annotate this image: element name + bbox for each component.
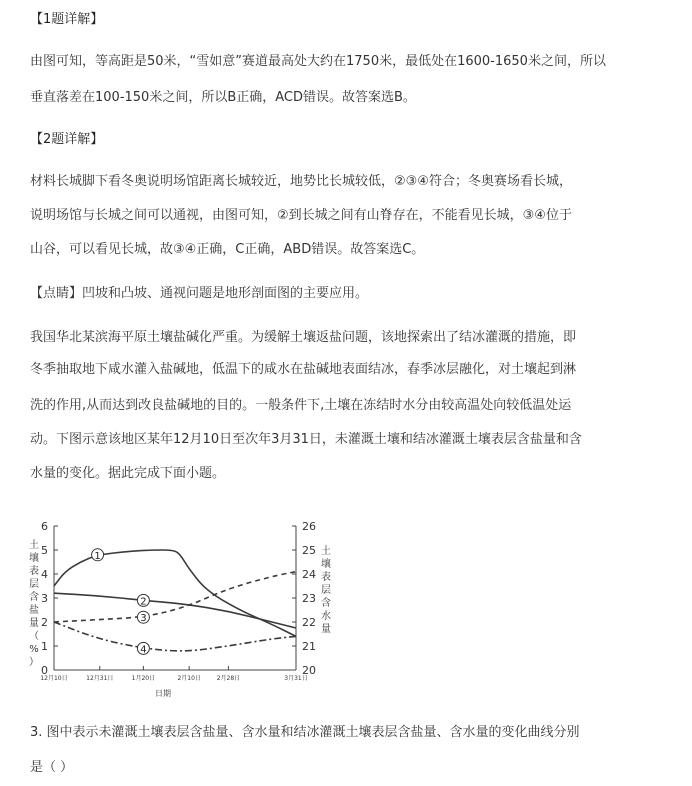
x-axis-label: 日期 [155,689,171,698]
y-right-label-char: 土 [321,546,331,557]
left-tick-label: 2 [41,616,48,629]
s1-header: 【1题详解】 [30,12,104,27]
s1-paragraph-line2: 垂直落差在100-150米之间，所以B正确，ACD错误。故答案选B。 [30,90,416,105]
y-left-label-char: 土 [29,540,39,551]
question-line2: 是（ ） [30,760,74,775]
series-line-1 [54,550,296,636]
series-label-1: 1 [94,550,101,562]
s2-paragraph-line3: 山谷，可以看见长城，故③④正确，C正确，ABD错误。故答案选C。 [30,242,425,257]
right-tick-label: 22 [302,616,316,629]
series-label-2: 2 [140,596,147,608]
material-line4: 动。下图示意该地区某年12月10日至次年3月31日，未灌溉土壤和结冰灌溉土壤表层含盐量和含 [30,432,582,447]
series-label-3: 3 [140,613,147,625]
x-tick-label: 2月10日 [177,675,201,682]
right-tick-label: 20 [302,664,316,677]
left-tick-label: 1 [41,640,48,653]
salt-water-chart [20,512,340,702]
left-tick-label: 6 [41,520,48,533]
series-label-4: 4 [140,644,147,656]
x-tick-label: 12月10日 [40,675,68,682]
y-left-label-char: 壤 [29,553,39,564]
s2-paragraph-line1: 材料长城脚下看冬奥说明场馆距离长城较近，地势比长城较低，②③④符合；冬奥赛场看长城， [30,174,572,189]
y-left-label-char: 含 [29,592,39,603]
s1-paragraph-line1: 由图可知，等高距是50米，“雪如意”赛道最高处大约在1750米，最低处在1600-1650米之间，所以 [30,54,606,69]
x-tick-label: 12月31日 [86,675,114,682]
tip-note: 【点睛】凹坡和凸坡、通视问题是地形剖面图的主要应用。 [30,286,369,301]
y-left-label-char: 表 [29,566,39,577]
y-left-label-char: 盐 [29,605,39,616]
right-tick-label: 23 [302,592,316,605]
question-line1: 3. 图中表示未灌溉土壤表层含盐量、含水量和结冰灌溉土壤表层含盐量、含水量的变化曲线分别 [30,725,580,740]
y-left-label-char: ） [29,657,39,668]
right-tick-label: 26 [302,520,316,533]
left-tick-label: 4 [41,568,48,581]
material-line3: 洗的作用,从而达到改良盐碱地的目的。一般条件下,土壤在冻结时水分由较高温处向较低温处运 [30,398,572,413]
y-right-label-char: 层 [321,585,331,596]
x-tick-label: 1月20日 [131,675,156,682]
s2-header: 【2题详解】 [30,132,104,147]
series-line-3 [54,572,296,625]
material-line2: 冬季抽取地下咸水灌入盐碱地，低温下的咸水在盐碱地表面结冰，春季冰层融化，对土壤起到淋 [30,362,577,377]
material-line1: 我国华北某滨海平原土壤盐碱化严重。为缓解土壤返盐问题，该地探索出了结冰灌溉的措施，即 [30,330,577,345]
y-left-label-char: 量 [29,618,39,629]
left-tick-label: 0 [41,664,48,677]
left-tick-label: 5 [41,544,48,557]
series-line-4 [54,622,296,651]
y-right-label-char: 表 [321,572,331,583]
y-right-label-char: 量 [321,624,331,635]
s2-paragraph-line2: 说明场馆与长城之间可以通视，由图可知，②到长城之间有山脊存在，不能看见长城，③④位于 [30,208,572,223]
y-right-label-char: 含 [321,598,331,609]
x-tick-label: 3月31日 [284,675,308,682]
right-tick-label: 25 [302,544,316,557]
y-right-label-char: 壤 [321,559,331,570]
y-left-label-char: （ [29,631,39,642]
material-line5: 水量的变化。据此完成下面小题。 [30,466,226,481]
y-right-label-char: 水 [321,611,331,622]
y-left-label-char: 层 [29,579,39,590]
left-tick-label: 3 [41,592,48,605]
right-tick-label: 24 [302,568,316,581]
series-line-2 [54,593,296,628]
y-left-label-char: % [29,644,39,655]
x-tick-label: 2月28日 [216,675,241,682]
right-tick-label: 21 [302,640,316,653]
